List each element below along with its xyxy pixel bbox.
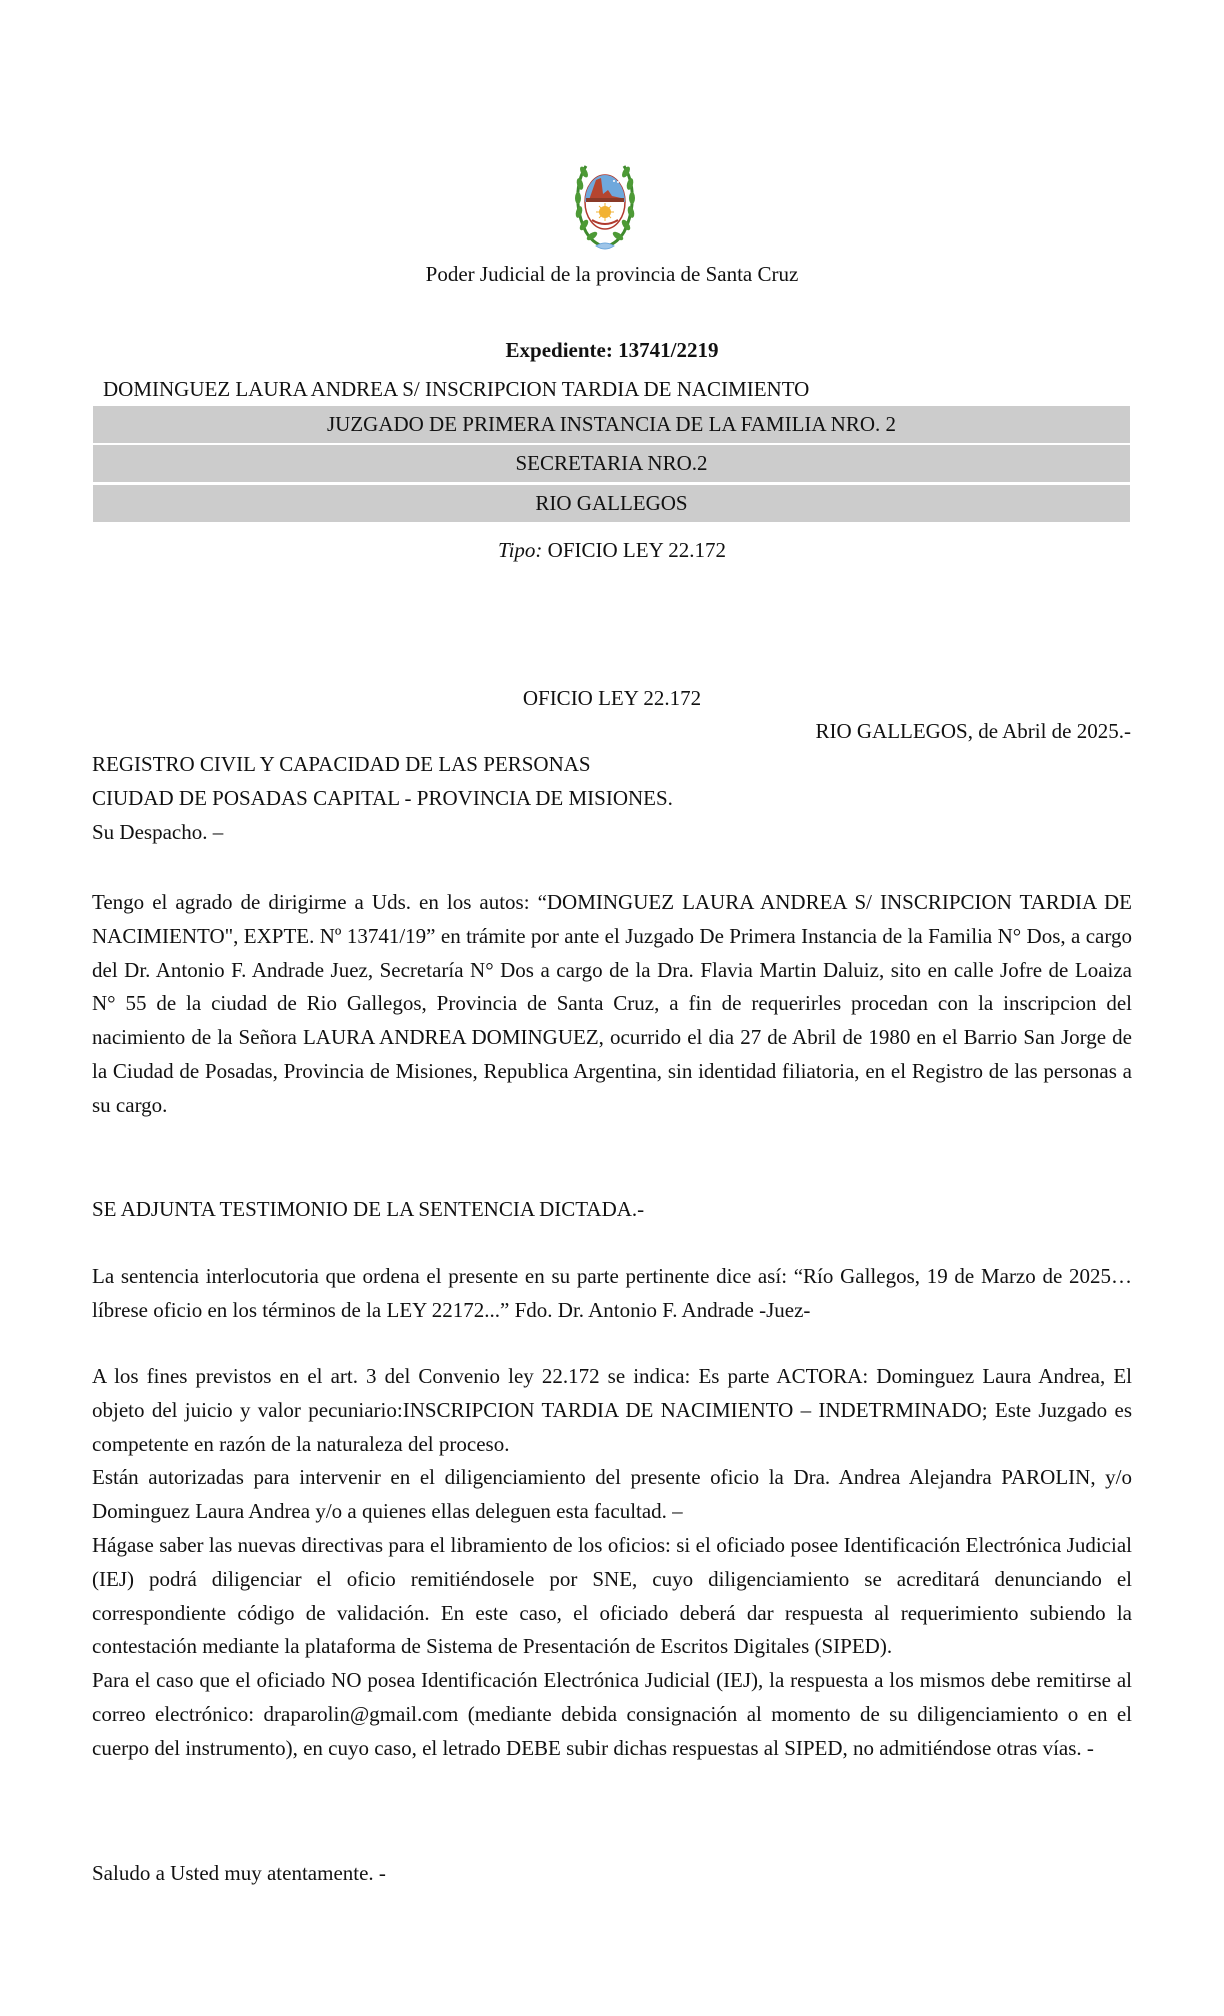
- addressee-line: Su Despacho. –: [92, 820, 224, 844]
- attachment-paragraph: [92, 1193, 1132, 1227]
- sentencia-paragraph: [92, 1260, 1132, 1328]
- addressee-line: CIUDAD DE POSADAS CAPITAL - PROVINCIA DE MISIONES.: [92, 786, 673, 810]
- directivas-paragraph: Hágase saber las nuevas directivas para el libramiento de los oficios: si el oficiado posee Identificación Electrónica Judicial (IEJ) podrá diligenciar el oficio remitiéndosele por SNE, cuyo diligenciamiento se acreditará denunciando el correspondiente código de validación. En este caso, el oficiado deberá dar respuesta al requerimiento subiendo la contestación mediante la plataforma de Sistema de Presentación de Escritos Digitales (SIPED).: [92, 1532, 1132, 1659]
- convenio-paragraph: A los fines previstos en el art. 3 del Convenio ley 22.172 se indica: Es parte ACTORA: Dominguez Laura Andrea, El objeto del juicio y valor pecuniario:INSCRIPCION TARDIA DE NACIMIENTO – INDETRMINADO; Este Juzgado es competente en razón de la naturaleza del proceso.: [92, 1364, 1132, 1456]
- document-type: [0, 538, 1224, 563]
- paragraph-text: Tengo el agrado de dirigirme a Uds. en los autos: “DOMINGUEZ LAURA ANDREA S/ INSCRIPCION TARDIA DE NACIMIENTO", EXPTE. Nº 13741/19” en trámite por ante el Juzgado De Primera Instancia de la Familia N° Dos, a cargo del Dr. Antonio F. Andrade Juez, Secretaría N° Dos a cargo de la Dra. Flavia Martin Daluiz, sito en calle Jofre de Loaiza N° 55 de la ciudad de Rio Gallegos, Provincia de Santa Cruz, a fin de requerirles procedan con la inscripcion del nacimiento de la Señora LAURA ANDREA DOMINGUEZ, ocurrido el dia 27 de Abril de 1980 en el Barrio San Jorge de la Ciudad de Posadas, Provincia de Misiones, Republica Argentina, sin identidad filiatoria, en el Registro de las personas a su cargo.: [92, 890, 1132, 1117]
- tipo-value: OFICIO LEY 22.172: [542, 538, 726, 562]
- court-name: Poder Judicial de la provincia de Santa Cruz: [425, 262, 799, 286]
- case-title: DOMINGUEZ LAURA ANDREA S/ INSCRIPCION TARDIA DE NACIMIENTO: [103, 377, 810, 401]
- paragraph-text: SE ADJUNTA TESTIMONIO DE LA SENTENCIA DICTADA.-: [92, 1197, 645, 1221]
- closing-salutation: Saludo a Usted muy atentamente. -: [92, 1861, 386, 1885]
- intro-paragraph: [92, 886, 1132, 1123]
- city-band: RIO GALLEGOS: [93, 485, 1130, 522]
- secretaria-band: SECRETARIA NRO.2: [93, 445, 1130, 482]
- court-band: JUZGADO DE PRIMERA INSTANCIA DE LA FAMILIA NRO. 2: [93, 406, 1130, 443]
- tipo-label: Tipo:: [498, 538, 543, 562]
- autorizadas-paragraph: Están autorizadas para intervenir en el diligenciamiento del presente oficio la Dra. Andrea Alejandra PAROLIN, y/o Dominguez Laura Andrea y/o a quienes ellas deleguen esta facultad. –: [92, 1465, 1132, 1524]
- addressee-line: REGISTRO CIVIL Y CAPACIDAD DE LAS PERSONAS: [92, 752, 591, 776]
- date-line: RIO GALLEGOS, de Abril de 2025.-: [815, 719, 1131, 743]
- sin-iej-paragraph: Para el caso que el oficiado NO posea Identificación Electrónica Judicial (IEJ), la respuesta a los mismos debe remitirse al correo electrónico: draparolin@gmail.com (mediante debida consignación al momento de su diligenciamiento o en el cuerpo del instrumento), en cuyo caso, el letrado DEBE subir dichas respuestas al SIPED, no admitiéndose otras vías. -: [92, 1668, 1132, 1760]
- details-section: [92, 1360, 1132, 1766]
- coat-of-arms-icon: [572, 158, 638, 254]
- paragraph-text: La sentencia interlocutoria que ordena el presente en su parte pertinente dice así: “Río Gallegos, 19 de Marzo de 2025… líbrese oficio en los términos de la LEY 22172...” Fdo. Dr. Antonio F. Andrade -Juez-: [92, 1264, 1132, 1322]
- expediente-number: Expediente: 13741/2219: [505, 338, 719, 362]
- letter-title: OFICIO LEY 22.172: [522, 686, 702, 710]
